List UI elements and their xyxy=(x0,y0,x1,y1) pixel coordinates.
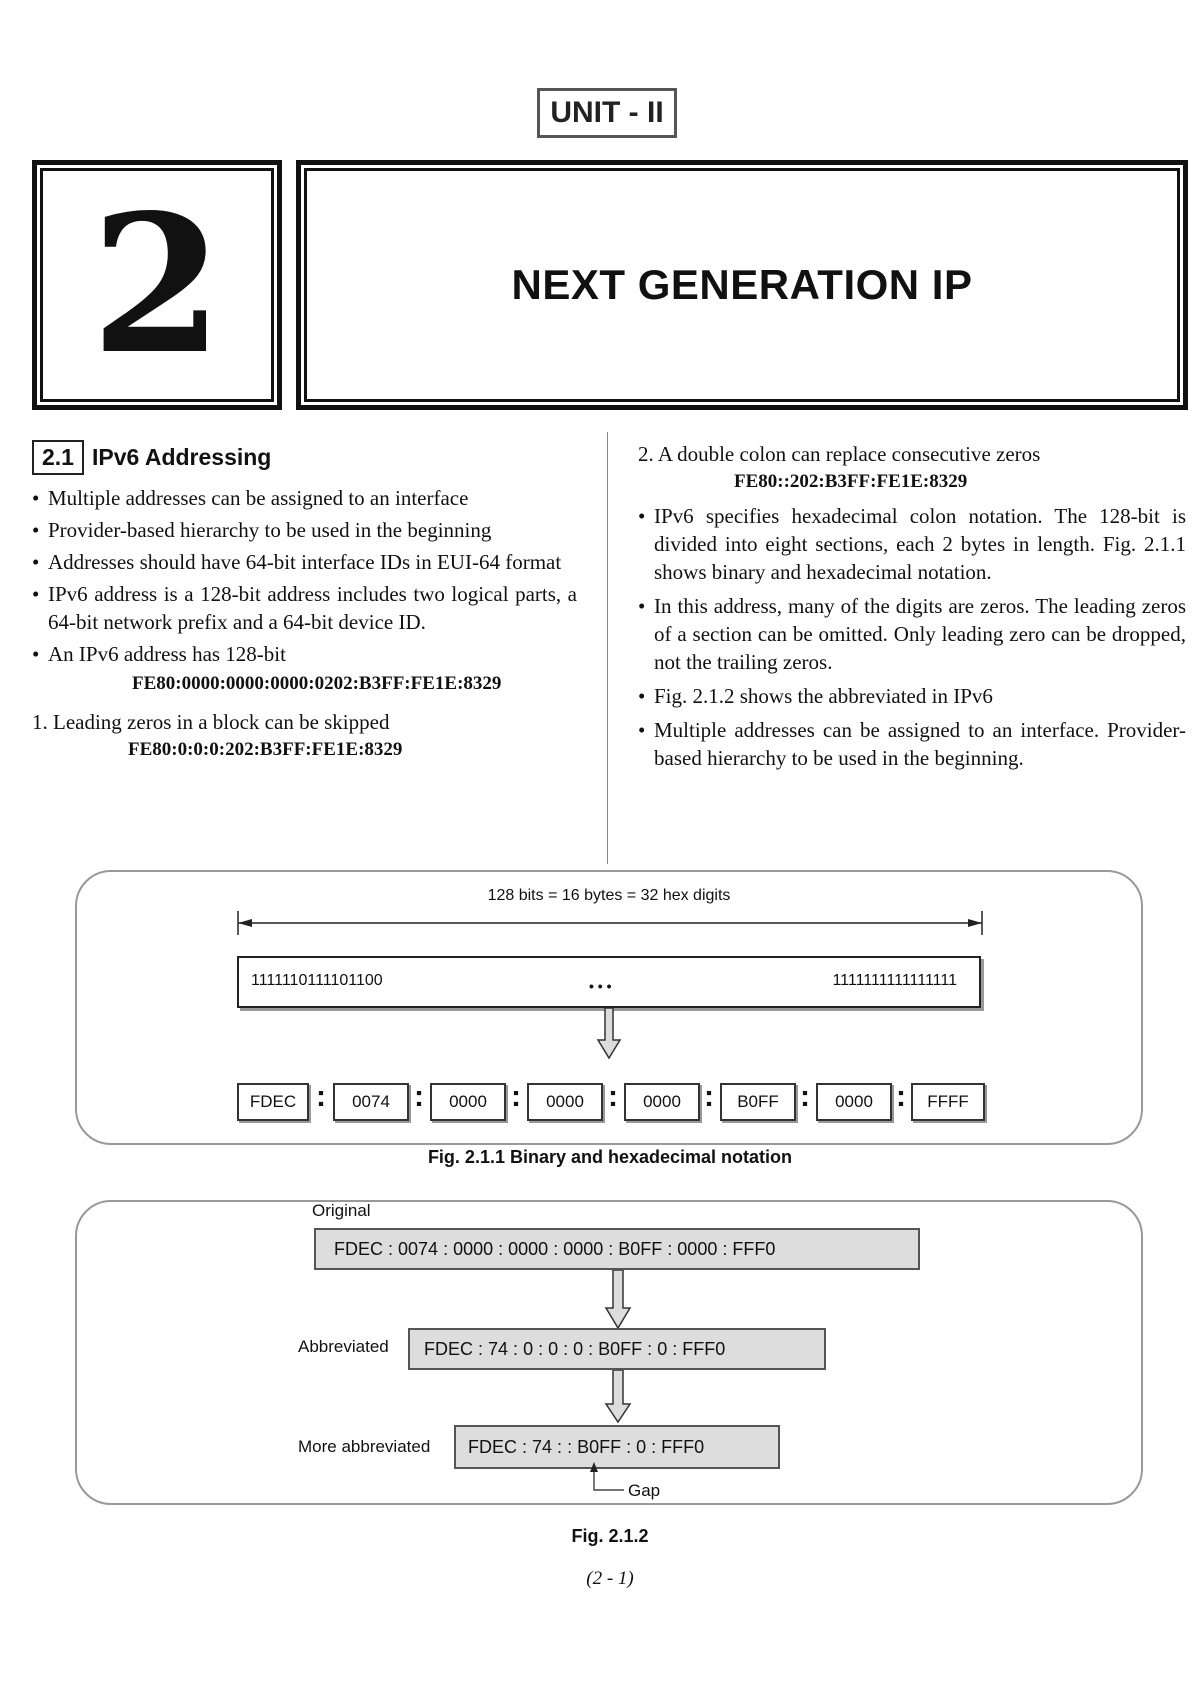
column-divider xyxy=(607,432,608,864)
rule-2: 2. A double colon can replace consecutive zeros xyxy=(638,442,1041,466)
hex-group: FFF0 xyxy=(661,1436,705,1457)
colon-separator: : xyxy=(608,1080,618,1113)
gap-label: Gap xyxy=(628,1481,661,1500)
full-address: FE80:0000:0000:0000:0202:B3FF:FE1E:8329 xyxy=(132,673,502,694)
colon-separator: : xyxy=(552,1436,568,1457)
hex-group: FFF0 xyxy=(732,1238,776,1259)
colon-separator: : xyxy=(667,1338,683,1359)
rule-2-example: FE80::202:B3FF:FE1E:8329 xyxy=(734,471,968,492)
colon-separator: : xyxy=(896,1080,906,1113)
hex-group: B0FF xyxy=(618,1238,663,1259)
hex-group: FDEC xyxy=(237,1083,309,1121)
chapter-title: NEXT GENERATION IP xyxy=(304,168,1180,402)
hex-group: 0 xyxy=(573,1338,584,1359)
hex-group: FDEC xyxy=(468,1436,517,1457)
span-label: 128 bits = 16 bytes = 32 hex digits xyxy=(487,887,731,904)
section-number: 2.1 xyxy=(32,440,84,475)
hex-group: 0000 xyxy=(430,1083,506,1121)
hex-group: 0000 xyxy=(527,1083,603,1121)
hex-group: 0000 xyxy=(816,1083,892,1121)
colon-separator: : xyxy=(414,1080,424,1113)
list-item: • An IPv6 address has 128-bit xyxy=(32,640,577,668)
list-item: • IPv6 address is a 128-bit address includes two logical parts, a 64-bit network prefix and a 64-bit device ID. xyxy=(32,580,577,636)
colon-separator: : xyxy=(558,1338,574,1359)
binary-ellipsis: • • • xyxy=(589,978,612,994)
hex-group: 74 xyxy=(532,1436,553,1457)
binary-bar xyxy=(237,956,981,1008)
colon-separator: : xyxy=(704,1080,714,1113)
unit-label: UNIT - II xyxy=(537,88,677,138)
chapter-number: 2 xyxy=(40,168,274,402)
colon-separator: : xyxy=(642,1338,658,1359)
abbreviated-label: Abbreviated xyxy=(298,1337,389,1356)
page-number: (2 - 1) xyxy=(586,1568,634,1589)
left-column xyxy=(32,484,577,764)
colon-separator: : xyxy=(438,1238,454,1259)
colon-separator: : xyxy=(646,1436,662,1457)
list-item: • IPv6 specifies hexadecimal colon notation. The 128-bit is divided into eight sections, each 2 bytes in length. Fig. 2.1.1 shows binary and hexadecimal notation. xyxy=(638,502,1186,586)
right-column xyxy=(638,440,1186,772)
hex-group: 0000 xyxy=(453,1238,494,1259)
hex-group: 0000 xyxy=(677,1238,718,1259)
list-item: • Addresses should have 64-bit interface IDs in EUI-64 format xyxy=(32,548,577,576)
down-arrow-icon xyxy=(596,1008,622,1060)
colon-separator: : xyxy=(621,1436,637,1457)
hex-group: 0 xyxy=(657,1338,668,1359)
colon-separator: : xyxy=(517,1436,533,1457)
hex-group: FFFF xyxy=(911,1083,985,1121)
figure-1-caption: Fig. 2.1.1 Binary and hexadecimal notation xyxy=(427,1147,793,1167)
hex-group: FFF0 xyxy=(682,1338,726,1359)
list-item: • Provider-based hierarchy to be used in the beginning xyxy=(32,516,577,544)
rule-1-example: FE80:0:0:0:202:B3FF:FE1E:8329 xyxy=(128,739,403,760)
list-item: • Multiple addresses can be assigned to an interface. Provider-based hierarchy to be used in the beginning. xyxy=(638,716,1186,772)
hex-group: 74 xyxy=(488,1338,509,1359)
hex-group: FDEC xyxy=(334,1238,383,1259)
list-item: • In this address, many of the digits are zeros. The leading zeros of a section can be omitted. Only leading zero can be dropped, not the trailing zeros. xyxy=(638,592,1186,676)
figure-2-caption: Fig. 2.1.2 xyxy=(571,1526,649,1546)
abbreviated-address xyxy=(408,1328,826,1370)
colon-separator: : xyxy=(567,1436,578,1457)
more-abbreviated-label: More abbreviated xyxy=(298,1437,431,1456)
span-arrow xyxy=(230,908,990,938)
hex-group: 0000 xyxy=(508,1238,549,1259)
down-arrow-icon xyxy=(604,1370,632,1424)
hex-group: B0FF xyxy=(598,1338,643,1359)
gap-pointer xyxy=(586,1462,626,1498)
binary-right: 1111111111111111 xyxy=(832,972,957,989)
section-heading xyxy=(32,437,271,477)
hex-group: 0074 xyxy=(398,1238,439,1259)
hex-group: 0 xyxy=(548,1338,559,1359)
colon-separator: : xyxy=(316,1080,326,1113)
hex-group: B0FF xyxy=(577,1436,622,1457)
colon-separator: : xyxy=(717,1238,733,1259)
hex-group: 0 xyxy=(523,1338,534,1359)
colon-separator: : xyxy=(493,1238,509,1259)
colon-separator: : xyxy=(511,1080,521,1113)
binary-left: 1111110111101100 xyxy=(251,972,383,989)
list-item: • Multiple addresses can be assigned to an interface xyxy=(32,484,577,512)
hex-group: FDEC xyxy=(424,1338,473,1359)
colon-separator: : xyxy=(583,1338,599,1359)
colon-separator: : xyxy=(662,1238,678,1259)
colon-separator: : xyxy=(548,1238,564,1259)
colon-separator: : xyxy=(383,1238,399,1259)
original-label: Original xyxy=(312,1201,371,1220)
colon-separator: : xyxy=(508,1338,524,1359)
hex-group: B0FF xyxy=(720,1083,796,1121)
hex-group: 0000 xyxy=(563,1238,604,1259)
hex-group: 0074 xyxy=(333,1083,409,1121)
list-item: • Fig. 2.1.2 shows the abbreviated in IPv6 xyxy=(638,682,1186,710)
colon-separator: : xyxy=(603,1238,619,1259)
down-arrow-icon xyxy=(604,1270,632,1330)
section-title: IPv6 Addressing xyxy=(91,443,272,470)
hex-group: 0 xyxy=(636,1436,647,1457)
colon-separator: : xyxy=(800,1080,810,1113)
hex-group: 0000 xyxy=(624,1083,700,1121)
original-address xyxy=(314,1228,920,1270)
rule-1: 1. Leading zeros in a block can be skipped xyxy=(32,710,390,734)
colon-separator: : xyxy=(533,1338,549,1359)
colon-separator: : xyxy=(473,1338,489,1359)
